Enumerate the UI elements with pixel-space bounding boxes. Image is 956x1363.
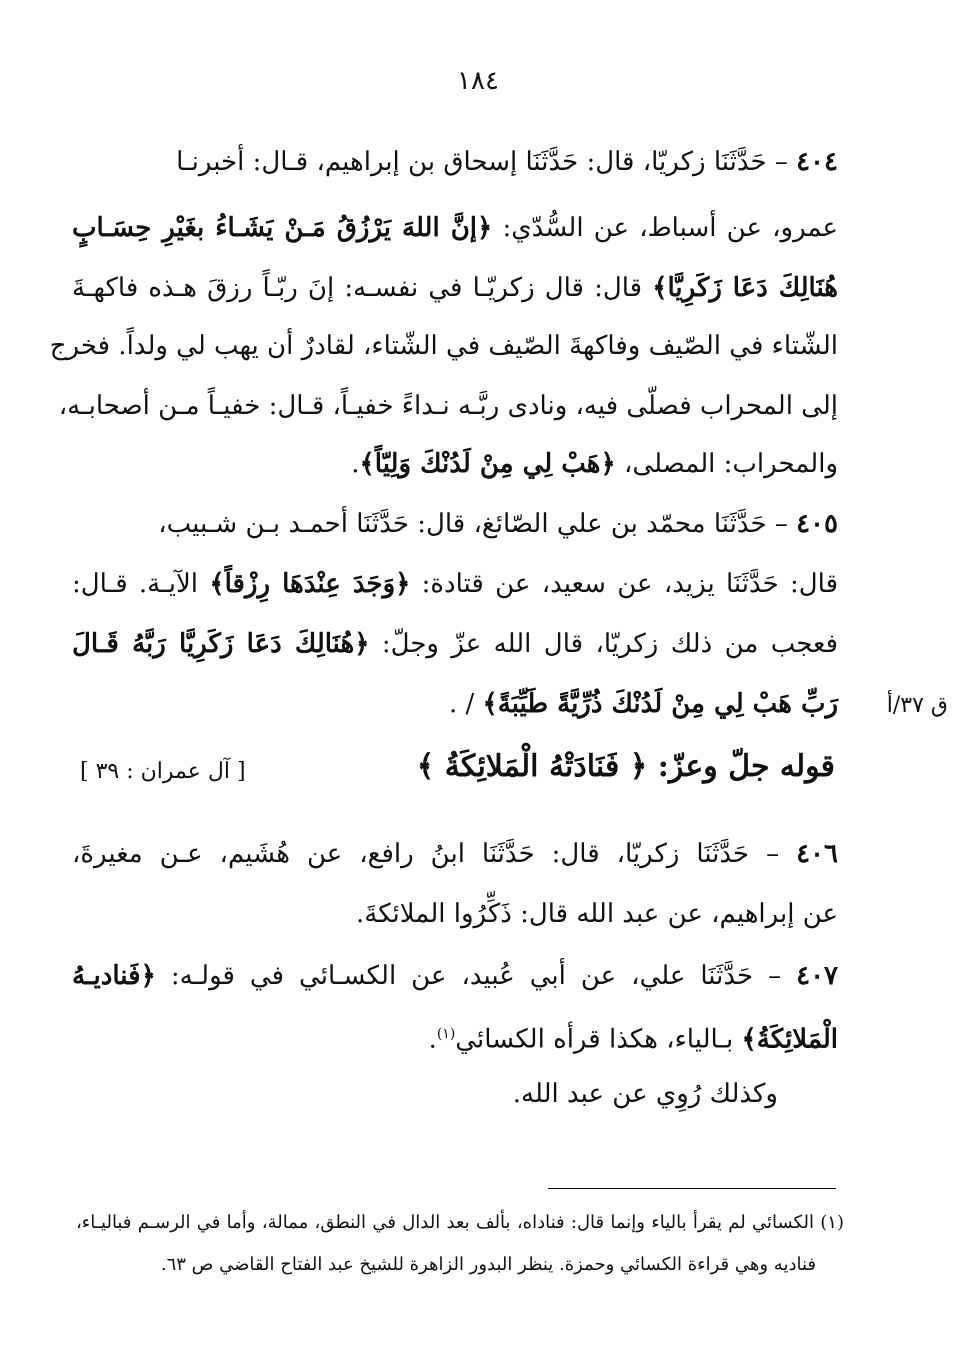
entry-407-text: – حَدَّثَنَا علي، عن أبي عُبيد، عن الكسـائي في قولـه:	[170, 961, 782, 991]
entry-404-text: إلى المحراب فصلّى فيه، ونادى ربَّـه نـداءً خفيـاً، قـال: خفيـاً مـن أصحابـه،	[58, 391, 838, 421]
entry-406-text: – حَدَّثَنَا زكريّا، قال: حَدَّثَنَا ابنُ رافع، عن هُشَيم، عـن مغيرةَ،	[72, 839, 780, 869]
entry-407-text: بـالياء، هكذا قرأه الكسائي	[455, 1024, 734, 1055]
page-number: ١٨٤	[457, 66, 499, 96]
entry-404-line-6	[72, 442, 838, 486]
entry-407-line-3	[72, 1072, 778, 1116]
entry-404-text: الشّتاء في الصّيف وفاكهةَ الصّيف في الشّتاء، لقادرٌ أن يهب لي ولداً. فخرج	[49, 331, 838, 361]
entry-405-line-1	[72, 502, 838, 546]
quran-verse: ﴿وَجَدَ عِنْدَهَا رِزْقاً﴾	[209, 569, 411, 599]
entry-405-text: قال: حَدَّثَنَا يزيد، عن سعيد، عن قتادة:	[421, 569, 839, 599]
entry-405-line-2	[72, 562, 838, 606]
entry-407-line-1	[72, 954, 838, 998]
footnote-line-1: (١) الكسائي لم يقرأ بالياء وإنما قال: فناداه، بألف بعد الدال في النطق، ممالة، وأما في الرسـم فباليـاء،	[76, 1212, 844, 1233]
entry-407-text: وكذلك رُوِي عن عبد الله.	[512, 1079, 778, 1109]
manuscript-folio-note: ق ٣٧/أ	[886, 693, 948, 718]
entry-404-line-2	[72, 206, 838, 250]
entry-406-line-1	[72, 832, 838, 876]
quran-verse: ﴿هُنَالِكَ دَعَا زَكَرِيَّا رَبَّهُ قَـالَ	[72, 629, 370, 659]
entry-404-text: والمحراب: المصلى،	[624, 449, 838, 479]
heading-reference: [ آل عمران : ٣٩ ]	[80, 759, 246, 784]
entry-404-line-4	[49, 324, 838, 368]
footnote-line-2: فناديه وهي قراءة الكسائي وحمزة. ينظر البدور الزاهرة للشيخ عبد الفتاح القاضي ص ٦٣.	[160, 1254, 816, 1275]
quran-verse: الْمَلائِكَةُ﴾	[741, 1024, 838, 1055]
entry-405-end: / .	[448, 689, 475, 719]
quran-verse: رَبِّ هَبْ لِي مِنْ لَدُنْكَ ذُرِّيَّةً طَيِّبَةً﴾	[482, 689, 838, 719]
entry-404-text: قال: قال زكريّـا في نفسـه: إنَ ربّـاً رزقَ هـذه فاكهـةَ	[72, 273, 643, 303]
section-heading	[395, 742, 835, 792]
quran-verse: هُنَالِكَ دَعَا زَكَرِيَّا﴾	[652, 273, 839, 303]
entry-405-text: – حَدَّثَنَا محمّد بن علي الصّائغ، قال: حَدَّثَنَا أحمـد بـن شـبيب،	[158, 509, 788, 539]
entry-404-line-5	[58, 384, 838, 428]
quran-verse: ﴿هَبْ لِي مِنْ لَدُنْكَ وَلِيّاً﴾	[359, 449, 616, 479]
entry-404-number: ٤٠٤	[796, 147, 838, 177]
footnote-marker[interactable]: (١)	[436, 1026, 456, 1042]
heading-label: قوله جلّ وعزّ:	[657, 749, 835, 784]
heading-quran: ﴿ فَنَادَتْهُ الْمَلائِكَةُ ﴾	[416, 749, 648, 784]
entry-407-end: .	[428, 1024, 437, 1055]
entry-407-number: ٤٠٧	[796, 961, 839, 991]
entry-404-text: – حَدَّثَنَا زكريّا، قال: حَدَّثَنَا إسحاق بن إبراهيم، قـال: أخبرنـا	[176, 147, 788, 177]
entry-404-line-3	[72, 266, 838, 310]
entry-406-text: عن إبراهيم، عن عبد الله قال: ذَكِّرُوا الملائكةَ.	[355, 899, 838, 929]
entry-404-text: عمرو، عن أسباط، عن السُّدّي:	[502, 213, 838, 243]
entry-406-line-2	[72, 892, 838, 936]
quran-verse: ﴿فَناديـهُ	[72, 961, 156, 991]
entry-405-number: ٤٠٥	[796, 509, 838, 539]
entry-406-number: ٤٠٦	[796, 839, 838, 869]
quran-verse: ﴿إنَّ اللهَ يَرْزُقُ مَـنْ يَشَـاءُ بغَيْرِ حِسَـابٍ	[72, 213, 493, 243]
entry-407-line-2	[72, 1012, 838, 1056]
entry-405-line-4	[72, 682, 838, 726]
entry-404-end: .	[351, 449, 360, 479]
entry-405-line-3	[72, 622, 838, 666]
entry-405-text: الآيـة. قـال:	[72, 569, 199, 599]
entry-405-text: فعجب من ذلك زكريّا، قال الله عزّ وجلّ:	[381, 629, 839, 659]
entry-404-line-1	[72, 140, 838, 184]
footnote-divider	[548, 1188, 836, 1189]
